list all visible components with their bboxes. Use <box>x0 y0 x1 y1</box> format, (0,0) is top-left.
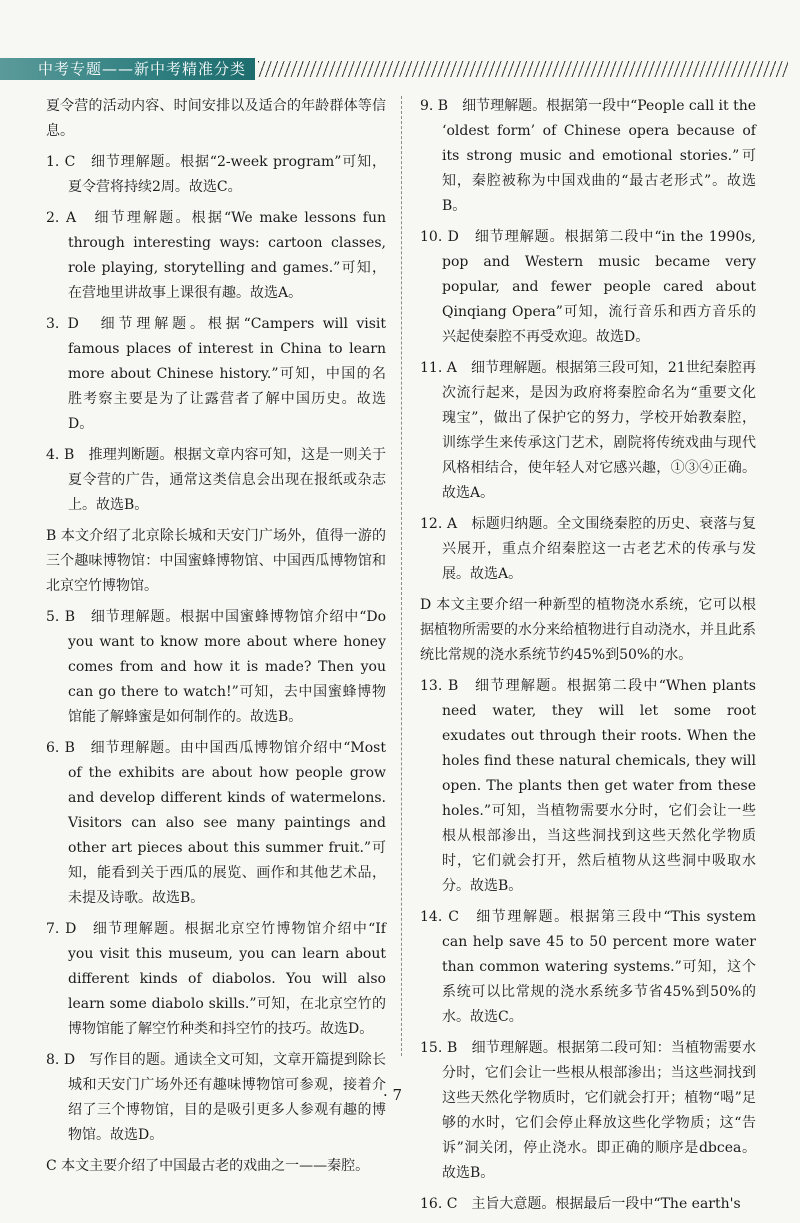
header-stripes <box>258 61 788 77</box>
passage-summary: D 本文主要介绍一种新型的植物浇水系统，它可以根据植物所需要的水分来给植物进行自动浇水，并且此系统比常规的浇水系统节约45%到50%的水。 <box>420 597 756 663</box>
answer-item: 7. D 细节理解题。根据北京空竹博物馆介绍中“If you visit this museum, you can learn about different kinds of diabolos. You will also learn some diabolo skills.”可知，在北京空竹的博物馆能了解空竹种类和抖空竹的技巧。故选D。 <box>46 921 386 1037</box>
passage-summary: 夏令营的活动内容、时间安排以及适合的年龄群体等信息。 <box>46 98 386 139</box>
page-header <box>0 58 800 80</box>
left-column <box>46 94 386 1185</box>
answer-item: 3. D 细节理解题。根据“Campers will visit famous places of interest in China to learn more about Chinese history.”可知，中国的名胜考察主要是为了让露营者了解中国历史。故选D。 <box>46 316 386 432</box>
right-column <box>420 94 756 1223</box>
answer-item: 8. D 写作目的题。通读全文可知，文章开篇提到除长城和天安门广场外还有趣味博物馆可参观，接着介绍了三个博物馆，目的是吸引更多人参观有趣的博物馆。故选D。 <box>46 1052 386 1143</box>
answer-item: 2. A 细节理解题。根据“We make lessons fun through interesting ways: cartoon classes, role playing, storytelling and games.”可知，在营地里讲故事上课很有趣。故选A。 <box>46 210 386 301</box>
answer-item: 16. C 主旨大意题。根据最后一段中“The earth's <box>420 1196 741 1212</box>
answer-item: 6. B 细节理解题。由中国西瓜博物馆介绍中“Most of the exhibits are about how people grow and develop different kinds of watermelons. Visitors can also see many paintings and other art pieces about this summer fruit.”可知，能看到关于西瓜的展览、画作和其他艺术品，未提及诗歌。故选B。 <box>46 740 386 906</box>
passage-summary: B 本文介绍了北京除长城和天安门广场外，值得一游的三个趣味博物馆：中国蜜蜂博物馆、中国西瓜博物馆和北京空竹博物馆。 <box>46 528 386 594</box>
page-number: · 7 <box>383 1086 403 1104</box>
answer-item: 15. B 细节理解题。根据第二段可知：当植物需要水分时，它们会让一些根从根部渗出；当这些洞找到这些天然化学物质时，它们就会打开；植物“喝”足够的水时，它们会停止释放这些化学物质；这“告诉”洞关闭，停止浇水。即正确的顺序是dbcea。故选B。 <box>420 1040 756 1181</box>
answer-item: 1. C 细节理解题。根据“2-week program”可知，夏令营将持续2周。故选C。 <box>46 154 386 195</box>
header-title: 中考专题——新中考精准分类 <box>38 60 247 78</box>
column-divider <box>401 96 402 1056</box>
answer-item: 4. B 推理判断题。根据文章内容可知，这是一则关于夏令营的广告，通常这类信息会出现在报纸或杂志上。故选B。 <box>46 447 386 513</box>
answer-item: 5. B 细节理解题。根据中国蜜蜂博物馆介绍中“Do you want to know more about where honey comes from and how it is made? Then you can go there to watch!”可知，去中国蜜蜂博物馆能了解蜂蜜是如何制作的。故选B。 <box>46 609 386 725</box>
answer-item: 11. A 细节理解题。根据第三段可知，21世纪秦腔再次流行起来，是因为政府将秦腔命名为“重要文化瑰宝”，做出了保护它的努力，学校开始教秦腔，训练学生来传承这门艺术，剧院将传统戏曲与现代风格相结合，使年轻人对它感兴趣，①③④正确。故选A。 <box>420 360 756 501</box>
answer-item: 14. C 细节理解题。根据第三段中“This system can help save 45 to 50 percent more water than common watering systems.”可知，这个系统可以比常规的浇水系统多节省45%到50%的水。故选C。 <box>420 909 756 1025</box>
answer-item: 13. B 细节理解题。根据第二段中“When plants need water, they will let some root exudates out through their roots. When the holes find these natural chemicals, they will open. The plants then get water from these holes.”可知，当植物需要水分时，它们会让一些根从根部渗出，当这些洞找到这些天然化学物质时，它们就会打开，然后植物从这些洞中吸取水分。故选B。 <box>420 678 756 894</box>
answer-item: 9. B 细节理解题。根据第一段中“People call it the ‘oldest form’ of Chinese opera because of its strong music and emotional stories.”可知，秦腔被称为中国戏曲的“最古老形式”。故选B。 <box>420 98 757 214</box>
answer-item: 12. A 标题归纳题。全文围绕秦腔的历史、衰落与复兴展开，重点介绍秦腔这一古老艺术的传承与发展。故选A。 <box>420 516 756 582</box>
passage-summary: C 本文主要介绍了中国最古老的戏曲之一——秦腔。 <box>46 1158 370 1174</box>
answer-item: 10. D 细节理解题。根据第二段中“in the 1990s, pop and Western music became very popular, and fewer people cared about Qinqiang Opera”可知，流行音乐和西方音乐的兴起使秦腔不再受欢迎。故选D。 <box>420 229 756 345</box>
